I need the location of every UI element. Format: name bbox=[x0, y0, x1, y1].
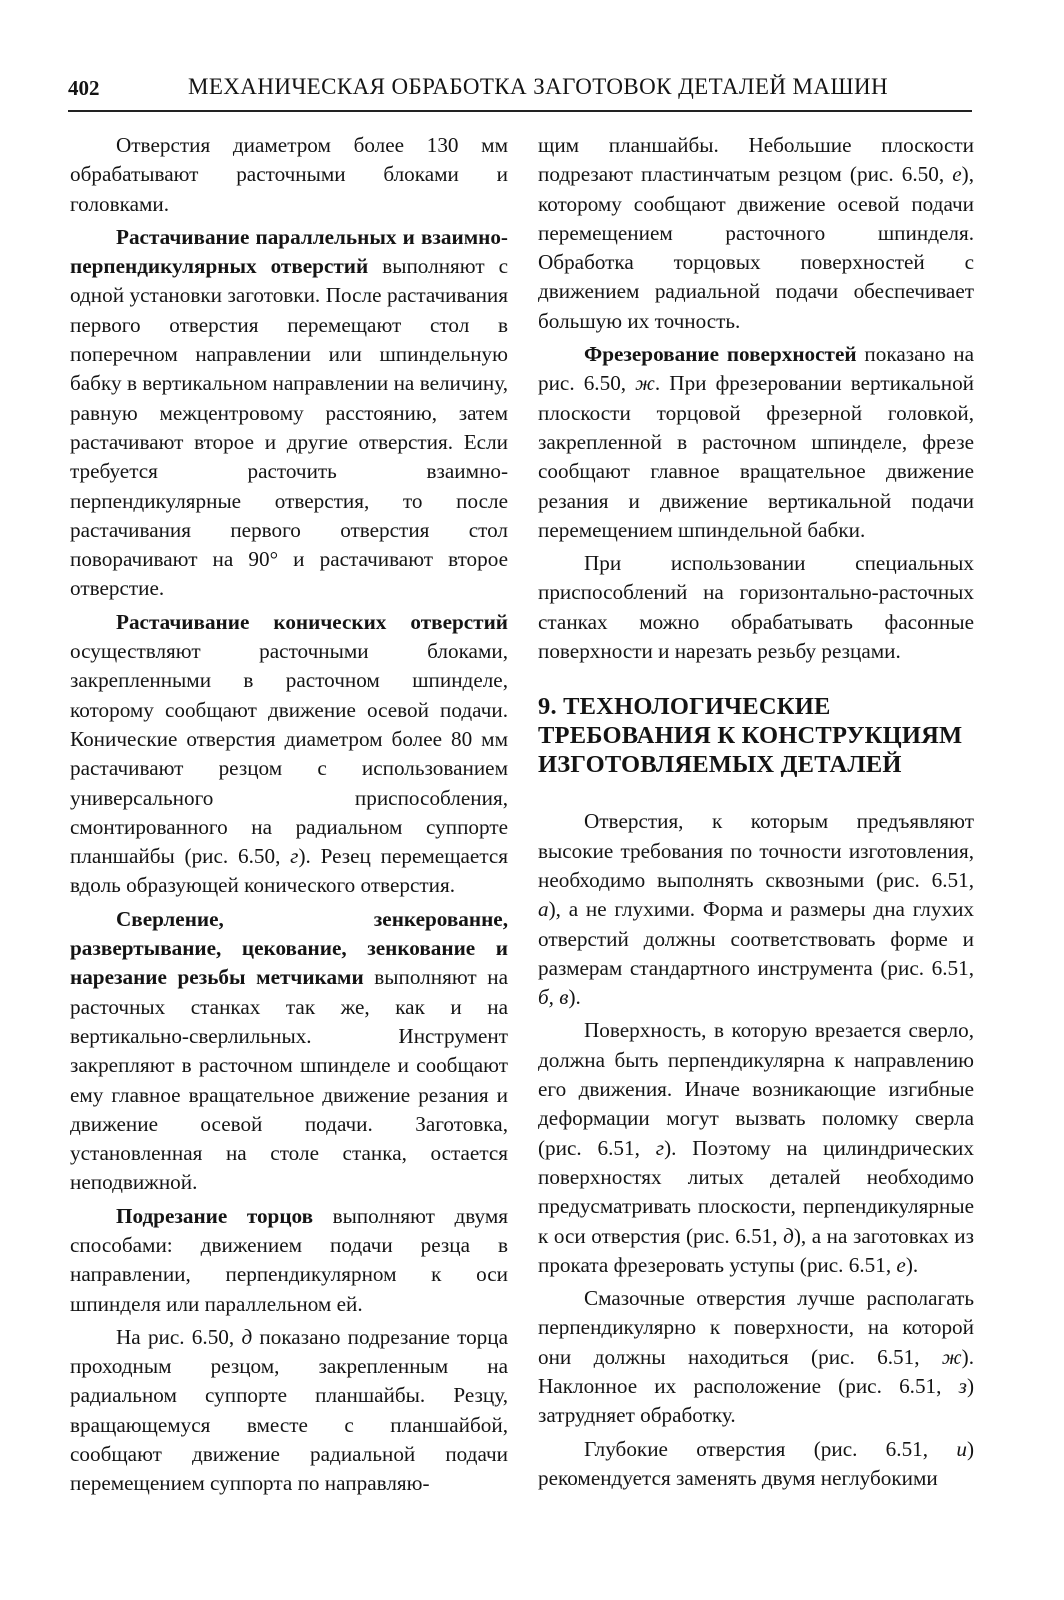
paragraph-text: ). Поэтому на цилиндрических поверхностях литых деталей необходимо предусматривать плоскости, перпендикулярные к оси отверстия (рис. 6.51, bbox=[538, 1135, 974, 1248]
paragraph-text: Смазочные отверстия лучше располагать перпендикулярно к поверхности, на которой они должны находиться (рис. 6.51, bbox=[538, 1286, 974, 1369]
figure-ref-letter: е bbox=[896, 1252, 906, 1277]
paragraph bbox=[538, 1435, 974, 1494]
figure-ref-letter: е bbox=[952, 162, 962, 187]
paragraph bbox=[538, 1016, 974, 1280]
paragraph-text: . При фрезеровании вертикальной плоскости торцовой фрезерной головкой, закрепленной в расточном шпинделе, фрезе сообщают главное вращательное движение резания и движение вертикальной подачи перемещением шпиндельной бабки. bbox=[538, 371, 975, 542]
paragraph-text: выполняют двумя способами: движением подачи резца в направлении, перпендикулярном к оси шпинделя или параллельном ей. bbox=[70, 1203, 508, 1316]
paragraph bbox=[70, 223, 508, 604]
paragraph bbox=[70, 905, 508, 1198]
figure-ref-letter: г bbox=[290, 844, 299, 869]
paragraph-text: ). Наклонное их расположение (рис. 6.51, bbox=[538, 1344, 974, 1398]
figure-ref-letter: и bbox=[956, 1436, 967, 1461]
paragraph-text: Поверхность, в которую врезается сверло, должна быть перпендикулярна к направлению его движения. Иначе возникающие изгибные деформации могут вызвать поломку сверла (рис. 6.51, bbox=[538, 1018, 974, 1160]
header-divider bbox=[68, 110, 972, 112]
paragraph-text: ). Резец перемещается вдоль образующей конического отверстия. bbox=[70, 844, 508, 898]
bold-term: Подрезание торцов bbox=[116, 1203, 314, 1228]
figure-ref-letter: з bbox=[958, 1373, 967, 1398]
paragraph: При использовании специальных приспособлений на горизонтально-расточных станках можно обрабатывать фасонные поверхности и нарезать резьбу резцами. bbox=[538, 551, 974, 664]
right-column bbox=[538, 131, 974, 1497]
paragraph-text: показано на рис. 6.50, bbox=[538, 342, 975, 396]
bold-term: Растачивание конических отверстий bbox=[116, 609, 508, 634]
figure-ref-letter: г bbox=[655, 1135, 665, 1160]
paragraph-text: ), которому сообщают движение осевой подачи перемещением расточного шпинделя. Обработка торцовых поверхностей с движением радиальной подачи обеспечивает большую их точность. bbox=[538, 162, 974, 333]
running-title: МЕХАНИЧЕСКАЯ ОБРАБОТКА ЗАГОТОВОК ДЕТАЛЕЙ МАШИН bbox=[188, 74, 889, 99]
paragraph bbox=[538, 1284, 974, 1430]
paragraph-text: показано подрезание торца проходным резцом, закрепленным на радиальном суппорте планшайбы. Резцу, вращающемуся вместе с планшайбой, сообщают движение радиальной подачи перемещением суппорта по направляю- bbox=[70, 1324, 509, 1496]
paragraph-text: выполняют на расточных станках так же, как и на вертикально-сверлильных. Инструмент закрепляют в расточном шпинделе и сообщают ему главное вращательное движение резания и движение осевой подачи. Заготовка, установленная на столе станка, остается неподвижной. bbox=[70, 965, 508, 1195]
paragraph-text: щим планшайбы. Небольшие плоскости подрезают пластинчатым резцом (рис. 6.50, bbox=[538, 133, 974, 187]
figure-ref-letter: д bbox=[783, 1223, 794, 1248]
section-heading: 9. ТЕХНОЛОГИЧЕСКИЕ ТРЕБОВАНИЯ К КОНСТРУКЦИЯМ ИЗГОТОВЛЯЕМЫХ ДЕТАЛЕЙ bbox=[538, 693, 963, 779]
bold-term: Фрезерование поверхностей bbox=[584, 342, 857, 367]
bold-term: Растачивание параллельных и взаимно-перпендикулярных отверстий bbox=[70, 224, 508, 279]
paragraph-text: ), а на заготовках из проката фрезеровать уступы (рис. 6.51, bbox=[538, 1223, 975, 1277]
paragraph-text: ). bbox=[905, 1252, 919, 1277]
figure-ref-letter: ж bbox=[941, 1344, 962, 1369]
figure-ref-letter: д bbox=[241, 1324, 253, 1349]
paragraph-text: ) затрудняет обработку. bbox=[538, 1373, 974, 1428]
page-header bbox=[68, 70, 972, 110]
figure-ref-letter: б, в bbox=[538, 985, 569, 1010]
paragraph-text: ). bbox=[568, 985, 581, 1010]
figure-ref-letter: а bbox=[538, 897, 549, 922]
page-number: 402 bbox=[68, 76, 100, 100]
paragraph-text: ), а не глухими. Форма и размеры дна глухих отверстий должны соответствовать форме и размерам стандартного инструмента (рис. 6.51, bbox=[538, 897, 974, 980]
paragraph bbox=[538, 340, 974, 545]
paragraph-text: ) рекомендуется заменять двумя неглубокими bbox=[538, 1436, 974, 1490]
figure-ref-letter: ж bbox=[635, 371, 655, 396]
paragraph-continued bbox=[538, 131, 974, 336]
paragraph bbox=[70, 1323, 508, 1499]
paragraph-text: Глубокие отверстия (рис. 6.51, bbox=[584, 1436, 957, 1461]
paragraph bbox=[70, 608, 508, 901]
bold-term: Сверление, зенкерованне, развертывание, цекование, зенкование и нарезание резьбы метчиками bbox=[70, 906, 508, 990]
paragraph-text: выполняют с одной установки заготовки. После растачивания первого отверстия перемещают стол в поперечном направлении или шпиндельную бабку в вертикальном направлении на величину, равную межцентровому расстоянию, затем растачивают второе и другие отверстия. Если требуется расточить взаимно-перпендикулярные отверстия, то после растачивания первого отверстия стол поворачивают на 90° и растачивают второе отверстие. bbox=[70, 254, 509, 601]
paragraph-text: Отверстия, к которым предъявляют высокие требования по точности изготовления, необходимо выполнять сквозными (рис. 6.51, bbox=[538, 809, 974, 892]
paragraph: Отверстия диаметром более 130 мм обрабатывают расточными блоками и головками. bbox=[70, 133, 508, 216]
paragraph-text: На рис. 6.50, bbox=[116, 1324, 242, 1349]
left-column bbox=[70, 131, 508, 1503]
paragraph-text: осуществляют расточными блоками, закрепленными в расточном шпинделе, которому сообщают движение осевой подачи. Конические отверстия диаметром более 80 мм растачивают резцом с использованием универсального приспособления, смонтированного на радиальном суппорте планшайбы (рис. 6.50, bbox=[70, 639, 508, 869]
paragraph bbox=[70, 1202, 508, 1319]
paragraph bbox=[538, 807, 974, 1012]
